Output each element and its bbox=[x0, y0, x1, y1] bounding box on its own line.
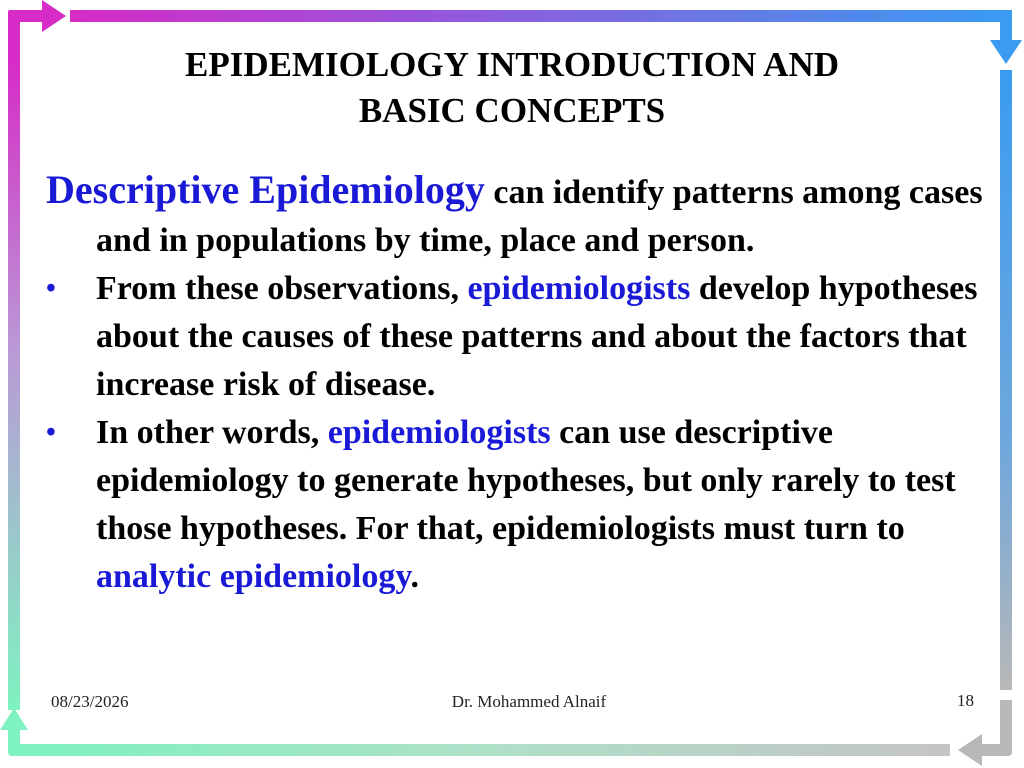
frame-bottom-bar bbox=[20, 744, 950, 756]
intro-lead-term: Descriptive Epidemiology bbox=[46, 167, 485, 212]
bullet-2-highlight: epidemiologists bbox=[327, 414, 551, 451]
slide-title bbox=[60, 42, 964, 134]
frame-arrow-top-right bbox=[990, 10, 1022, 64]
intro-text: can identify patterns among cases and in populations by time, place and person. bbox=[96, 174, 983, 259]
bullet-1-text-before: From these observations, bbox=[96, 270, 468, 307]
footer-author: Dr. Mohammed Alnaif bbox=[451, 692, 607, 711]
bullet-marker: • bbox=[46, 273, 56, 304]
title-line-1: EPIDEMIOLOGY INTRODUCTION AND bbox=[184, 45, 840, 84]
footer-date: 08/23/2026 bbox=[51, 692, 129, 711]
bullet-1-highlight: epidemiologists bbox=[467, 270, 691, 307]
title-line-2: BASIC CONCEPTS bbox=[358, 91, 666, 130]
frame-right-bar bbox=[1000, 70, 1012, 690]
bullet-2-text-end: . bbox=[410, 558, 419, 595]
frame-top-bar bbox=[70, 10, 1000, 22]
frame-left-bar bbox=[8, 60, 20, 710]
slide-number: 18 bbox=[957, 691, 974, 710]
bullet-item-2 bbox=[46, 409, 986, 601]
bullet-item-1 bbox=[46, 265, 986, 409]
slide-body bbox=[46, 166, 986, 601]
frame-arrow-top-left bbox=[8, 0, 66, 60]
bullet-1-text-after: develop hypotheses about the causes of these patterns and about the factors that increase risk of disease. bbox=[96, 270, 978, 403]
bullet-2-text-before: In other words, bbox=[96, 414, 328, 451]
bullet-2-highlight-2: analytic epidemiology bbox=[96, 558, 411, 595]
bullet-2-text-after: can use descriptive epidemiology to generate hypotheses, but only rarely to test those hypotheses. For that, epidemiologists must turn to bbox=[96, 414, 956, 547]
intro-paragraph bbox=[46, 166, 986, 265]
bullet-marker: • bbox=[46, 417, 56, 448]
